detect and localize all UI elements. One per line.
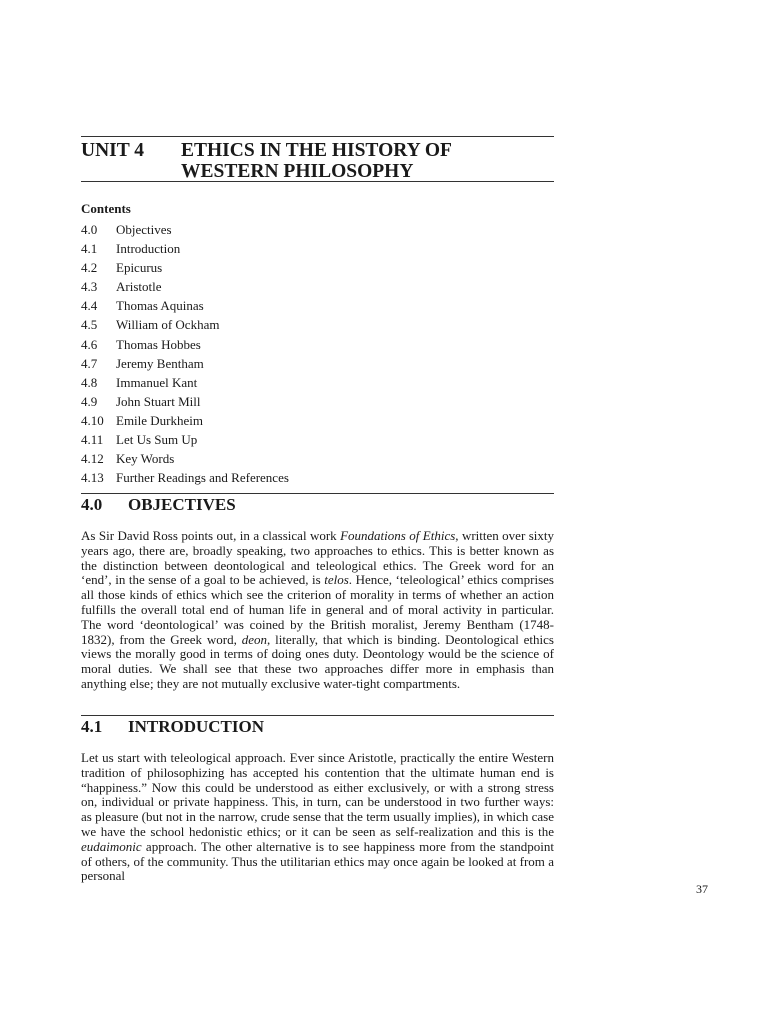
contents-item	[81, 354, 289, 373]
contents-item-label: Jeremy Bentham	[116, 355, 204, 371]
page-number: 37	[696, 882, 708, 896]
contents-item-label: Epicurus	[116, 260, 163, 276]
contents-item	[81, 277, 289, 296]
table-of-contents	[81, 220, 289, 487]
italic-term: Foundations of Ethics	[340, 528, 456, 543]
text-run: approach. The other alternative is to see happiness more from the standpoint of others, of the community. Thus the utilitarian ethics may once again be looked at from a personal	[81, 838, 554, 884]
contents-item-number: 4.9	[81, 393, 98, 409]
contents-item-number: 4.13	[81, 470, 104, 486]
contents-item	[81, 430, 289, 449]
contents-item-label: Immanuel Kant	[116, 374, 198, 390]
contents-item	[81, 335, 289, 354]
text-run: , literally, that which is binding. Deontological ethics views the morally good in terms of doing ones duty. Deontology would be the science of moral duties. We shall see that these two approaches differ more in emphasis than anything else; they are not mutually exclusive water-tight compartments.	[81, 631, 554, 691]
contents-item	[81, 258, 289, 277]
contents-item-label: Objectives	[116, 222, 172, 237]
section-4-1-rule	[81, 715, 554, 716]
contents-item-label: Introduction	[116, 241, 181, 257]
italic-term: eudaimonic	[81, 838, 142, 854]
section-title: INTRODUCTION	[128, 717, 265, 736]
heading-bottom-rule	[81, 181, 554, 182]
contents-item-number: 4.12	[81, 451, 104, 467]
contents-label: Contents	[81, 201, 131, 216]
contents-item-number: 4.10	[81, 412, 104, 428]
contents-item-number: 4.8	[81, 374, 98, 390]
contents-item-label: Key Words	[116, 451, 175, 467]
unit-title-line-1: ETHICS IN THE HISTORY OF	[181, 140, 452, 161]
contents-item	[81, 296, 289, 315]
italic-term: telos	[324, 572, 349, 588]
contents-item-number: 4.11	[81, 432, 104, 448]
section-number: 4.1	[81, 717, 103, 736]
contents-item-number: 4.7	[81, 355, 98, 371]
text-run: . Hence, ‘teleological’ ethics comprises all those kinds of ethics which see the criterion of morality in terms of whether an action fulfills the overall total end of human life in general and of moral activity in particular. The word ‘deontological’ was coined by the British moralist, Jeremy Bentham (1748-1832), from the Greek word,	[81, 572, 554, 647]
contents-item-number: 4.6	[81, 336, 98, 352]
contents-item-label: Further Readings and References	[116, 470, 289, 486]
section-number: 4.0	[81, 495, 103, 514]
contents-item-label: John Stuart Mill	[116, 393, 201, 409]
text-run: , written over sixty years ago, there are, broadly speaking, two approaches to ethics. This is better known as the distinction between deontological and teleological ethics. The Greek word for an ‘end’, in the sense of a goal to be achieved, is	[81, 528, 554, 588]
text-run: As Sir David Ross points out, in a classical work	[81, 528, 341, 543]
contents-item-number: 4.2	[81, 260, 98, 276]
contents-item	[81, 373, 289, 392]
contents-item-label: Thomas Hobbes	[116, 336, 201, 352]
contents-item-number: 4.4	[81, 298, 98, 314]
contents-item-label: William of Ockham	[116, 317, 220, 333]
contents-item	[81, 449, 289, 468]
contents-item-label: Aristotle	[116, 279, 162, 295]
unit-title	[181, 140, 553, 182]
contents-item	[81, 239, 289, 258]
contents-item-number: 4.1	[81, 241, 98, 257]
contents-item-label: Let Us Sum Up	[116, 432, 198, 448]
contents-item	[81, 411, 289, 430]
contents-item-number: 4.0	[81, 222, 98, 237]
heading-top-rule	[81, 136, 554, 137]
text-run: Let us start with teleological approach. Ever since Aristotle, practically the entire Western tradition of philosophizing has accepted his contention that the ultimate human end is “happiness.” Now this could be understood as either exclusively, or with a strong stress on, individual or private happiness. This, in turn, can be understood in two further ways: as pleasure (but not in the narrow, crude sense that the term usually implies), in which case we have the school hedonistic ethics; or it can be seen as self-realization and this is the	[81, 750, 554, 839]
contents-item-number: 4.5	[81, 317, 98, 333]
section-heading-introduction	[81, 717, 264, 737]
italic-term: deon	[241, 631, 268, 647]
unit-number: UNIT 4	[81, 140, 145, 161]
section-heading-objectives	[81, 495, 236, 515]
section-4-0-rule	[81, 493, 554, 494]
section-title: OBJECTIVES	[128, 495, 236, 514]
introduction-paragraph	[81, 751, 554, 884]
contents-item-label: Emile Durkheim	[116, 412, 204, 428]
contents-item-number: 4.3	[81, 279, 98, 295]
unit-title-line-2: WESTERN PHILOSOPHY	[181, 161, 414, 182]
contents-item-label: Thomas Aquinas	[116, 298, 204, 314]
contents-item	[81, 315, 289, 334]
contents-item	[81, 468, 289, 487]
objectives-paragraph	[81, 529, 554, 692]
contents-item	[81, 392, 289, 411]
contents-item	[81, 220, 289, 239]
